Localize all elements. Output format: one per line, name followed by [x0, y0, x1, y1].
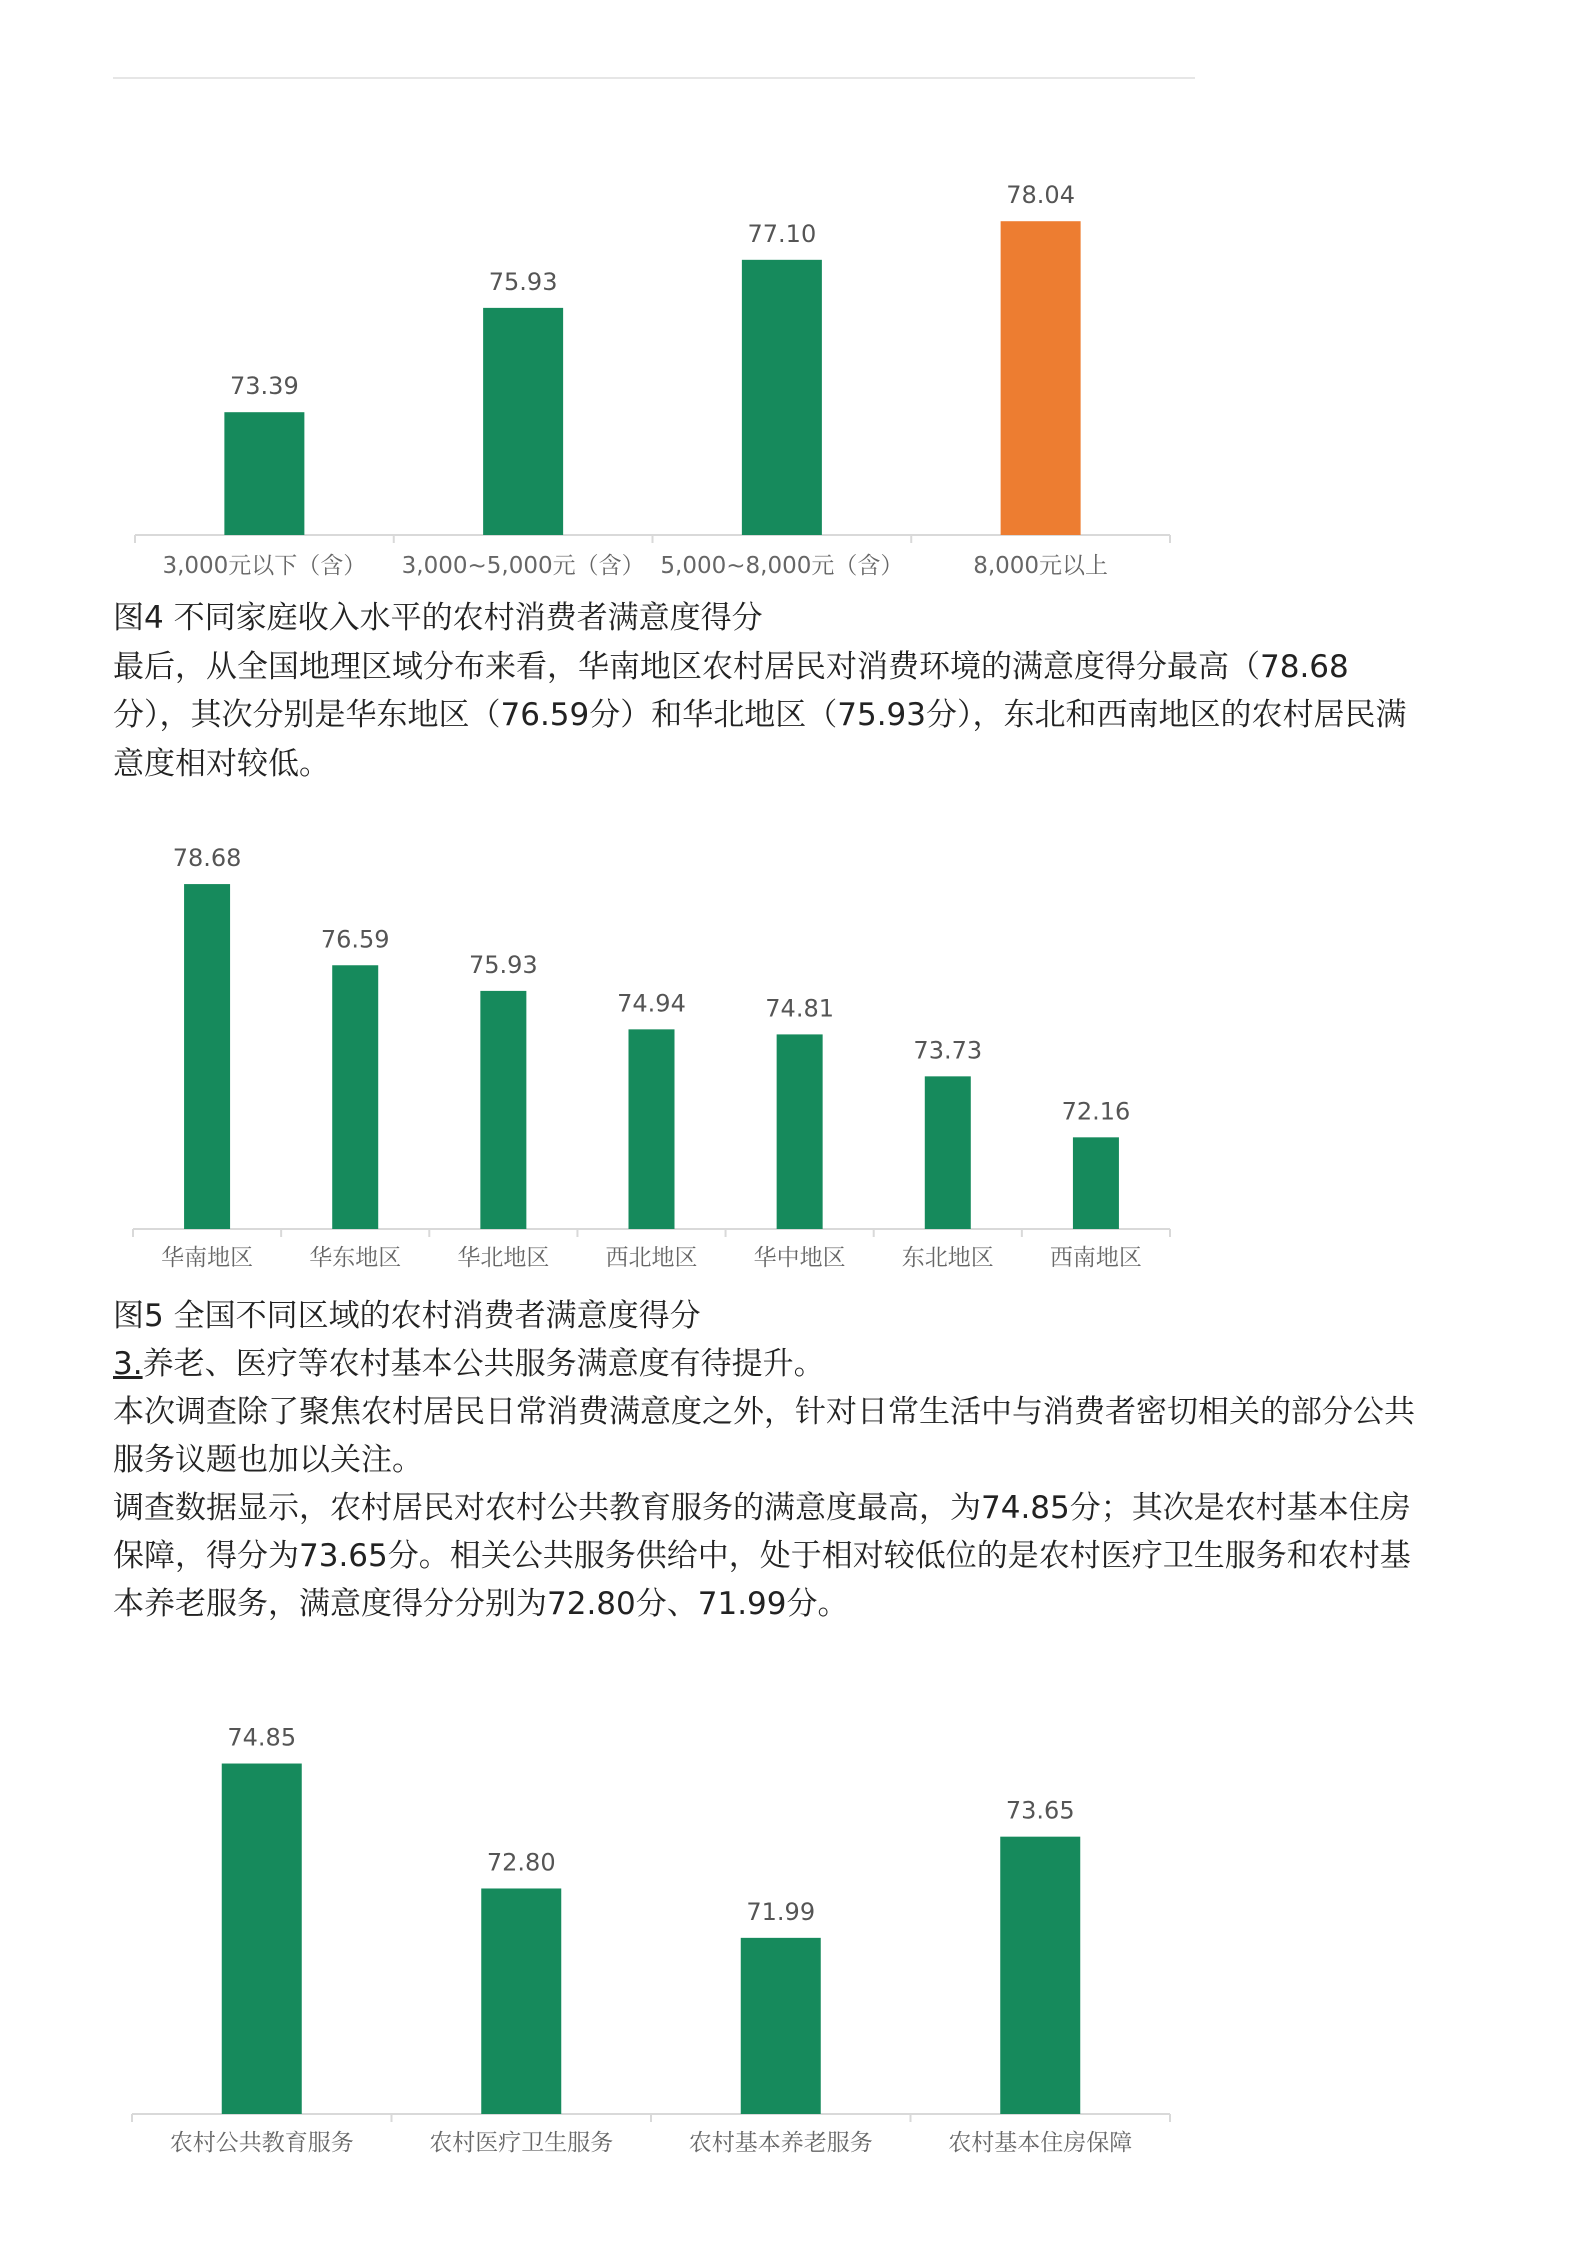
chart2-bar: [1073, 1137, 1119, 1229]
chart2-bar: [332, 965, 378, 1229]
chart1-value-label: 77.10: [747, 219, 817, 248]
chart3-category-label: 农村基本住房保障: [948, 2130, 1133, 2156]
paragraph-region-line2: 分），其次分别是华东地区（76.59分）和华北地区（75.93分），东北和西南地区的农村居民满: [113, 697, 1407, 733]
chart1-value-label: 75.93: [488, 267, 558, 296]
chart2-category-label: 华北地区: [457, 1245, 550, 1271]
paragraph-data-line3: 本养老服务，满意度得分分别为72.80分、71.99分。: [113, 1586, 849, 1622]
chart1-category-label: 3,000元以下（含）: [162, 553, 367, 579]
chart3-bar: [481, 1888, 561, 2114]
chart2-value-label: 74.81: [765, 994, 835, 1023]
top-divider: [113, 77, 1195, 79]
chart1-bar: [483, 308, 563, 535]
chart3-bar: [741, 1938, 821, 2114]
chart1-category-label: 8,000元以上: [973, 553, 1109, 579]
paragraph-region-line3: 意度相对较低。: [113, 746, 330, 782]
figure4-caption: 图4 不同家庭收入水平的农村消费者满意度得分: [113, 600, 763, 636]
chart3-bar: [1000, 1837, 1080, 2114]
chart1-bar: [742, 260, 822, 535]
section-heading-3: [113, 1340, 825, 1388]
chart2-category-label: 西南地区: [1049, 1245, 1142, 1271]
paragraph-data-line2: 保障，得分为73.65分。相关公共服务供给中，处于相对较低位的是农村医疗卫生服务和农村基: [113, 1538, 1411, 1574]
chart1-category-label: 5,000~8,000元（含）: [660, 553, 904, 579]
paragraph-survey-line2: 服务议题也加以关注。: [113, 1442, 423, 1478]
chart1-value-label: 78.04: [1006, 181, 1075, 210]
chart3-value-label: 74.85: [227, 1723, 297, 1752]
chart3-category-label: 农村医疗卫生服务: [429, 2130, 614, 2156]
chart2-bar: [925, 1076, 971, 1229]
chart2-bar: [629, 1029, 675, 1229]
chart2-value-label: 72.16: [1061, 1097, 1131, 1126]
chart2-category-label: 西北地区: [605, 1245, 698, 1271]
chart2-bar: [184, 884, 230, 1229]
chart1-bar: [224, 412, 304, 535]
chart1-category-label: 3,000~5,000元（含）: [401, 553, 645, 579]
chart3-category-label: 农村基本养老服务: [688, 2130, 873, 2156]
public-service-satisfaction-chart: [0, 1650, 1585, 2190]
chart2-bar: [777, 1034, 823, 1229]
chart2-category-label: 华东地区: [309, 1245, 402, 1271]
paragraph-survey-line1: 本次调查除了聚焦农村居民日常消费满意度之外，针对日常生活中与消费者密切相关的部分公共: [113, 1394, 1415, 1430]
figure5-caption: 图5 全国不同区域的农村消费者满意度得分: [113, 1298, 701, 1334]
chart2-value-label: 74.94: [617, 989, 686, 1018]
paragraph-region-line1: 最后，从全国地理区域分布来看，华南地区农村居民对消费环境的满意度得分最高（78.68: [113, 649, 1349, 685]
section-heading-number: 3.: [113, 1346, 143, 1382]
paragraph-data-line1: 调查数据显示，农村居民对农村公共教育服务的满意度最高，为74.85分；其次是农村基本住房: [113, 1490, 1411, 1526]
region-satisfaction-chart: [0, 800, 1585, 1300]
chart2-category-label: 东北地区: [901, 1245, 994, 1271]
chart2-bar: [480, 991, 526, 1229]
chart3-value-label: 72.80: [486, 1848, 556, 1877]
chart3-value-label: 71.99: [746, 1897, 816, 1926]
chart3-value-label: 73.65: [1005, 1796, 1075, 1825]
income-satisfaction-chart: [0, 120, 1585, 600]
chart1-value-label: 73.39: [230, 372, 299, 401]
chart3-category-label: 农村公共教育服务: [169, 2130, 354, 2156]
chart2-value-label: 78.68: [172, 844, 242, 873]
chart2-value-label: 75.93: [468, 950, 538, 979]
chart1-bar: [1001, 221, 1081, 535]
chart2-category-label: 华中地区: [753, 1245, 846, 1271]
chart2-value-label: 76.59: [320, 925, 390, 954]
chart3-bar: [222, 1764, 302, 2114]
chart2-value-label: 73.73: [913, 1036, 983, 1065]
section-heading-text: 养老、医疗等农村基本公共服务满意度有待提升。: [142, 1346, 825, 1382]
chart2-category-label: 华南地区: [161, 1245, 254, 1271]
